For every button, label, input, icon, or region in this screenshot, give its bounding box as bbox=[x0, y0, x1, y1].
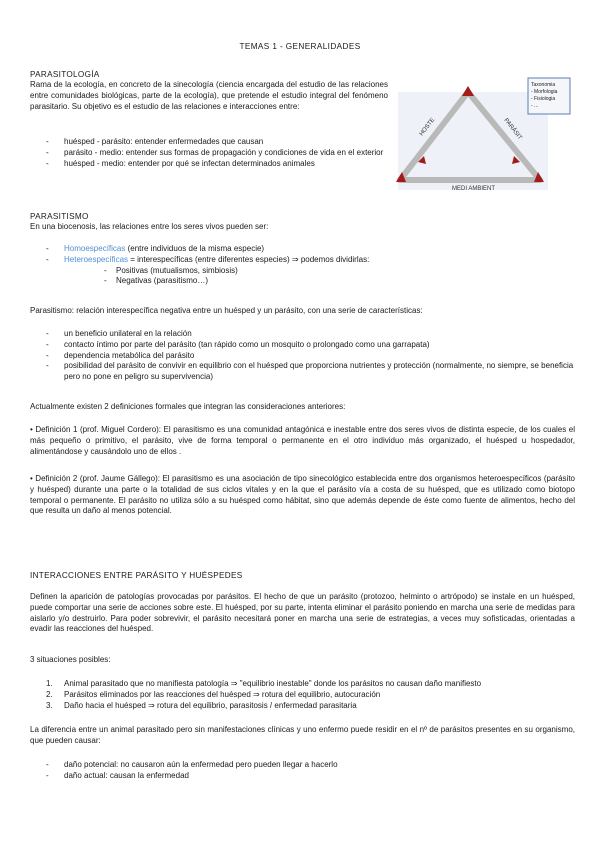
host-parasite-environment-diagram bbox=[392, 72, 572, 194]
legend-line: Taxonomia bbox=[531, 82, 556, 88]
sub-list-item: - Positivas (mutualismos, simbiosis) bbox=[104, 266, 566, 277]
heteroespecificas-term: Heteroespecíficas bbox=[64, 254, 129, 264]
list-item: - posibilidad del parásito de convivir en equilibrio con el huésped que proporciona nutrientes y protección (normalmente, no siempre, se beneficia pero no pone en peligro su supervivencia) bbox=[46, 361, 576, 383]
list-item: - daño actual: causan la enfermedad bbox=[46, 771, 576, 782]
list-item: 3. Daño hacia el huésped ⇒ rotura del equilibrio, parasitosis / enfermedad parasitaria bbox=[46, 700, 357, 710]
parasitismo-intro: En una biocenosis, las relaciones entre los seres vivos pueden ser: bbox=[30, 222, 269, 231]
page-title: TEMAS 1 - GENERALIDADES bbox=[239, 42, 361, 51]
list-item: 2. Parásitos eliminados por las reacciones del huésped ⇒ rotura del equilibrio, autocuración bbox=[46, 689, 381, 699]
list-item: 1. Animal parasitado que no manifiesta patología ⇒ "equilibrio inestable" donde los parásitos no causan daño manifiesto bbox=[46, 679, 482, 688]
list-item: - daño potencial: no causaron aún la enfermedad pero pueden llegar a hacerlo bbox=[46, 760, 576, 771]
section-heading-parasitologia: PARASITOLOGÍA bbox=[30, 70, 100, 79]
homoespecificas-term: Homoespecíficas bbox=[64, 244, 126, 253]
definitions-intro: Actualmente existen 2 definiciones formales que integran las consideraciones anteriores: bbox=[30, 402, 346, 411]
sub-list-item: - Negativas (parasitismo…) bbox=[104, 276, 566, 287]
diagram-label-host: HOSTE bbox=[418, 117, 437, 138]
diagram-label-environment: MEDI AMBIENT bbox=[452, 186, 496, 192]
situaciones-list bbox=[46, 679, 576, 711]
interacciones-intro: Definen la aparición de patologías provocadas por parásitos. El hecho de que un parásito (protozoo, helminto o artrópodo) se instale en un huésped, puede comportar una serie de acciones sobre este. El huésped, por su parte, intenta eliminar el parásito poniendo en marcha una serie de medidas para aislarlo y/o destruirlo. Para poder sobrevivir, el parásito necesitará poner en marcha una serie de estrategias, a veces muy sofisticadas, orientadas a evadir las reacciones del huésped. bbox=[30, 592, 575, 634]
list-item: - un beneficio unilateral en la relación bbox=[46, 329, 576, 340]
situaciones-label: 3 situaciones posibles: bbox=[30, 655, 111, 664]
characteristics-list bbox=[46, 329, 576, 383]
list-item: - huésped - parásito: entender enfermedades que causan bbox=[46, 137, 388, 148]
list-item: - dependencia metabólica del parásito bbox=[46, 351, 576, 362]
section-heading-parasitismo: PARASITISMO bbox=[30, 212, 89, 221]
list-item: - huésped - medio: entender por qué se infectan determinados animales bbox=[46, 159, 388, 170]
diagram-label-parasite: PARÁSIT bbox=[502, 117, 523, 142]
list-item: - Homoespecíficas (entre individuos de la misma especie) bbox=[46, 244, 566, 255]
diagram-panel bbox=[398, 92, 548, 190]
danos-list bbox=[46, 760, 576, 782]
relations-list bbox=[46, 244, 566, 287]
legend-line: - Morfologia bbox=[531, 89, 558, 95]
legend-line: - Fisiologia bbox=[531, 96, 556, 102]
arrow-top-icon bbox=[462, 86, 474, 96]
list-item: - Heteroespecíficas = interespecíficas (entre diferentes especies) ⇒ podemos dividirlas: - Positivas (mutualismos, simbiosis) - Negativas (parasitismo…) bbox=[46, 255, 566, 287]
parasitismo-definition: Parasitismo: relación interespecífica negativa entre un huésped y un parásito, con una serie de características: bbox=[30, 306, 423, 315]
sub-list bbox=[104, 266, 566, 288]
section-heading-interacciones: INTERACCIONES ENTRE PARÁSITO Y HUÉSPEDES bbox=[30, 571, 243, 580]
list-item: - contacto íntimo por parte del parásito (tan rápido como un mosquito o prolongado como una garrapata) bbox=[46, 340, 576, 351]
definition-2: • Definición 2 (prof. Jaume Gállego): El parasitismo es una asociación de tipo sinecológico establecida entre dos organismos heteroespecíficos (parásito y huésped) durante una parte o la totalidad de sus ciclos vitales y en la que el parásito vía a costa de su huésped, que es utilizado como biotopo temporal o permanente. El parásito no utiliza sólo a su huésped como hábitat, sino que además depende de éste como fuente de alimentos, hecho del que resulta un daño al menos potencial. bbox=[30, 474, 575, 516]
parasitologia-list bbox=[46, 137, 388, 169]
definition-1: • Definición 1 (prof. Miguel Cordero): El parasitismo es una comunidad antagónica e inestable entre dos seres vivos de distinta especie, de los cuales el más pequeño o primitivo, el parásito, vive de forma temporal o permanente en el otro individuo más organizado, el huésped u hospedador, alimentándose y causándolo uno de ellos . bbox=[30, 425, 575, 456]
list-item: - parásito - medio: entender sus formas de propagación y condiciones de vida en el exterior bbox=[46, 148, 388, 159]
legend-line: - ... bbox=[531, 103, 539, 109]
diferencia-paragraph: La diferencia entre un animal parasitado pero sin manifestaciones clínicas y uno enfermo puede residir en el nº de parásitos presentes en su organismo, que pueden causar: bbox=[30, 725, 575, 745]
parasitologia-intro: Rama de la ecología, en concreto de la sinecología (ciencia encargada del estudio de las relaciones entre comunidades biológicas, parte de la ecología), que pretende el estudio integral del fenómeno parasitario. Su objetivo es el estudio de las relaciones e interacciones entre: bbox=[30, 80, 388, 111]
